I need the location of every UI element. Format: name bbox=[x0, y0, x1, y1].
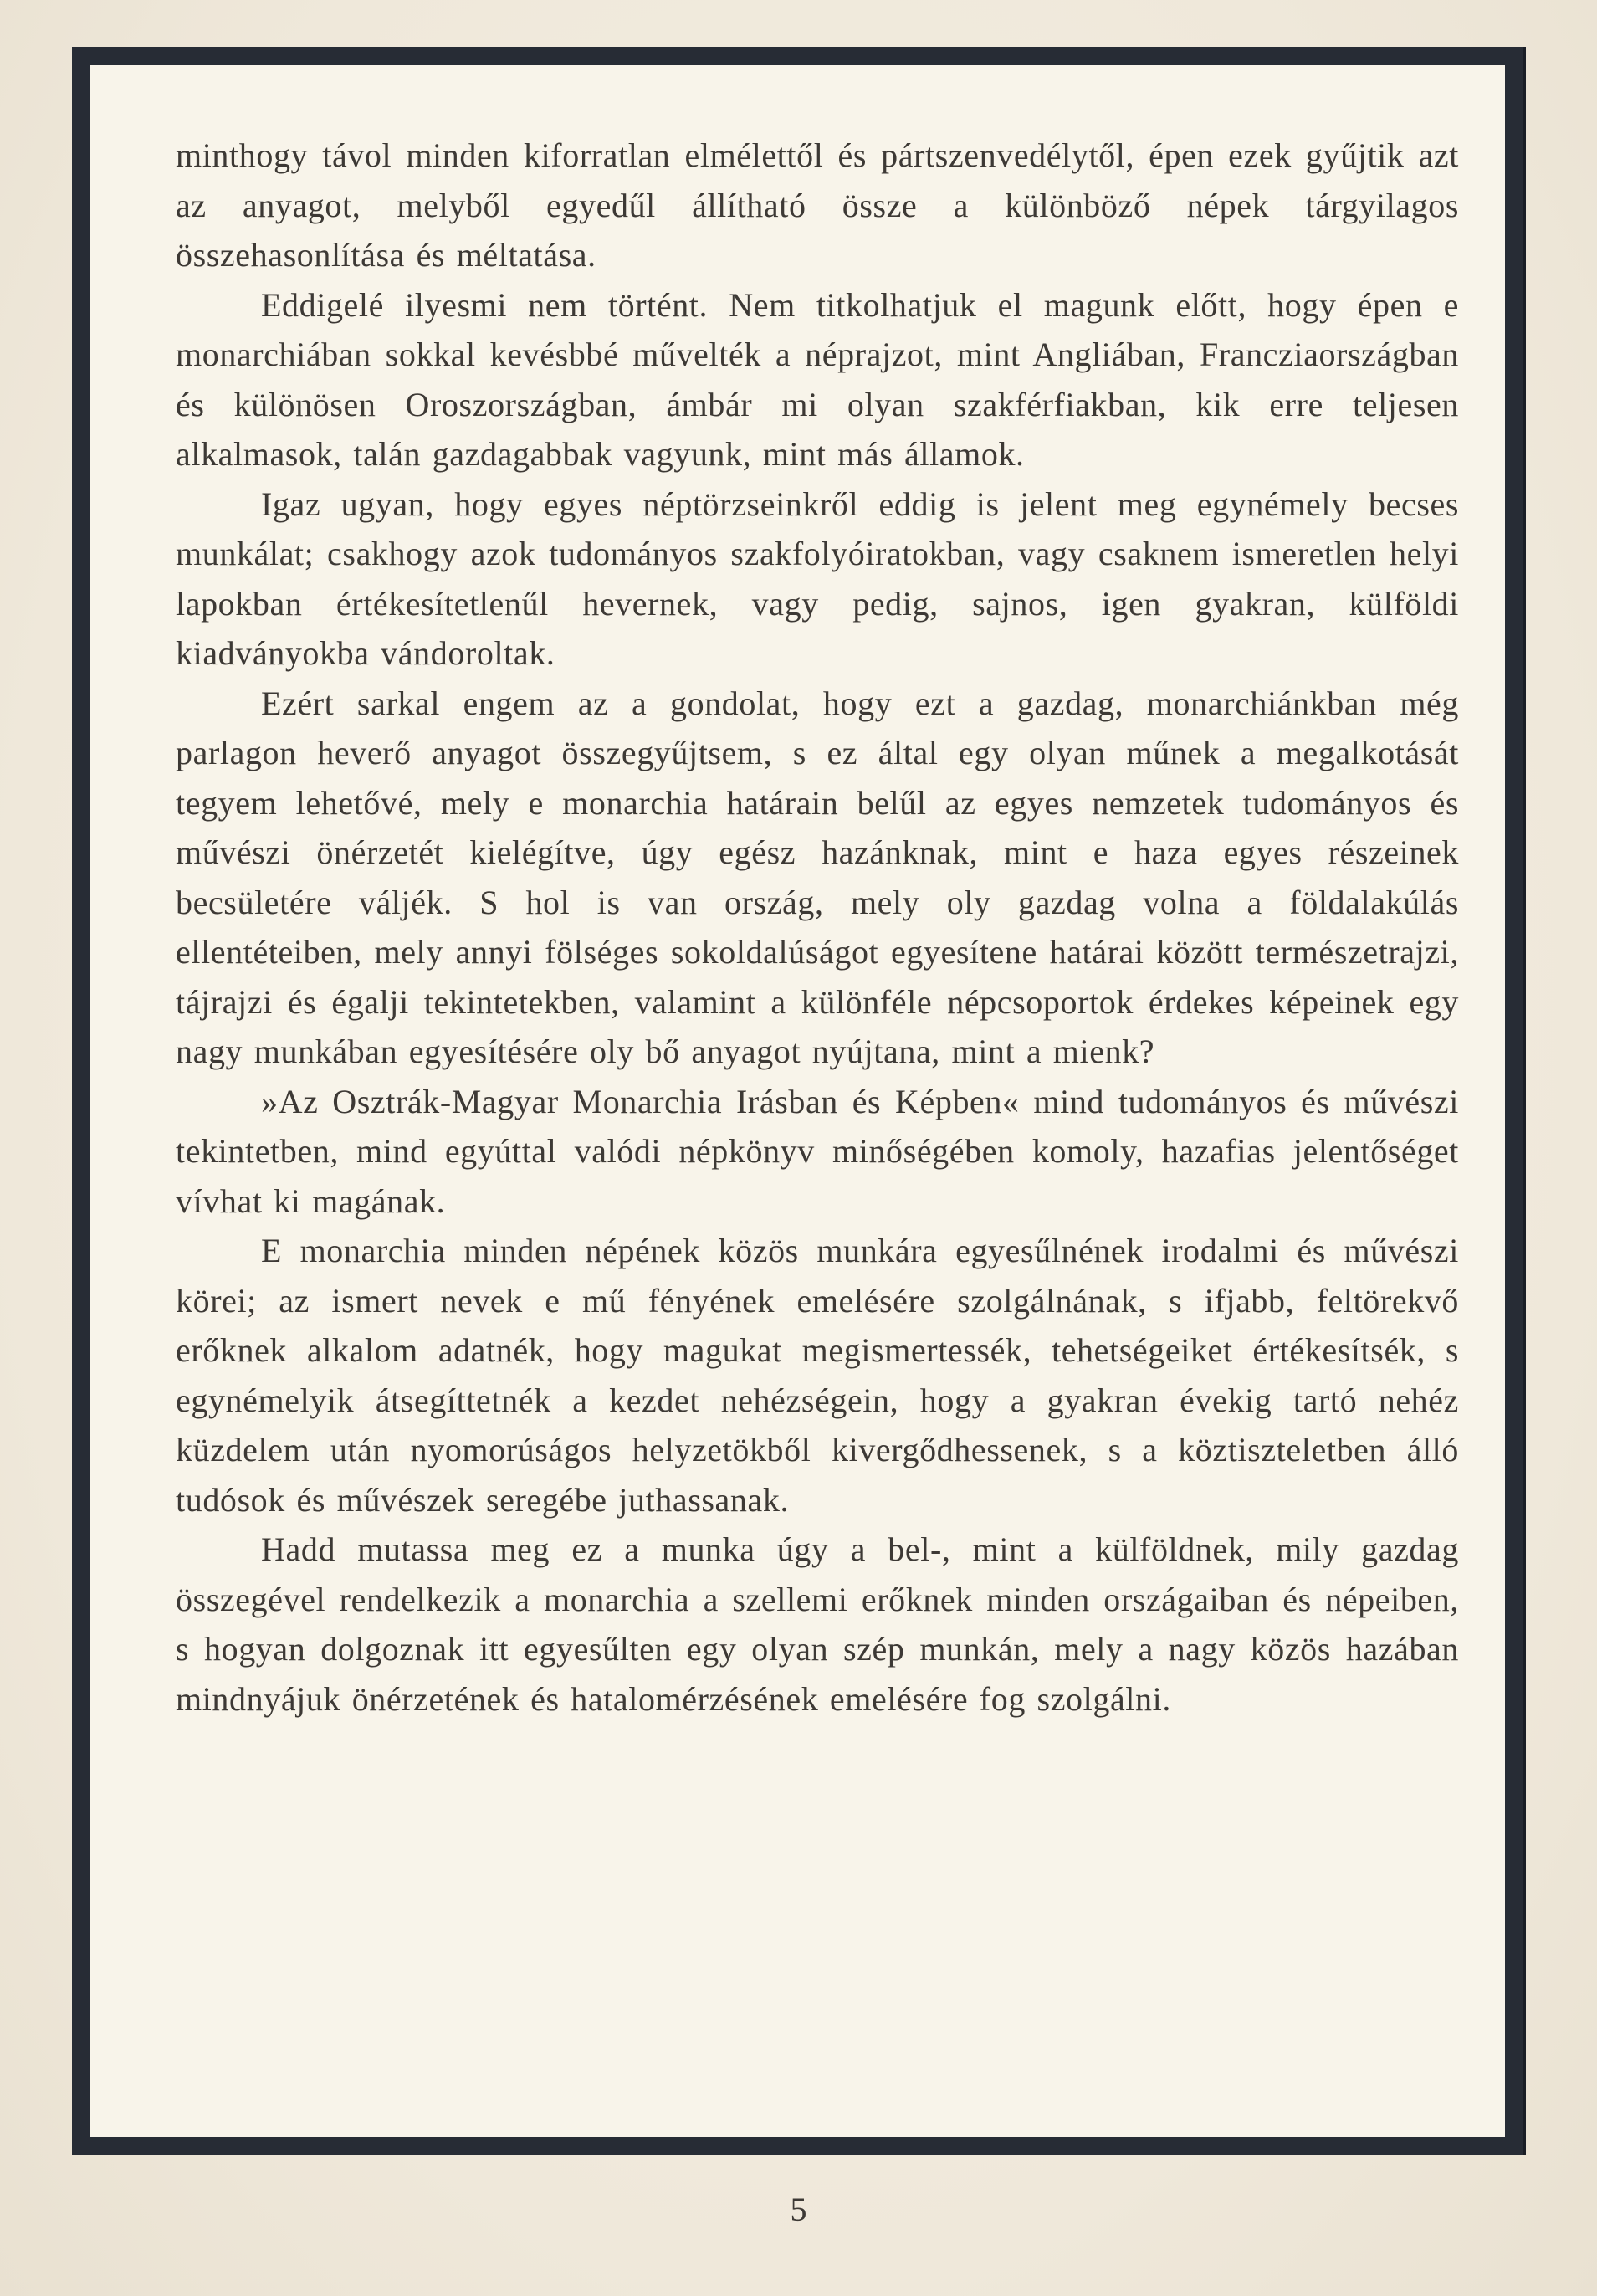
paragraph-1: minthogy távol minden kiforratlan elmélettől és pártszenvedélytől, épen ezek gyűjtik azt az anyagot, melyből egyedűl állítható össze a különböző népek tárgyilagos összehasonlítása és méltatása. bbox=[176, 136, 1459, 274]
paragraph-3: Igaz ugyan, hogy egyes néptörzseinkről eddig is jelent meg egynémely becses munkálat; csakhogy azok tudományos szakfolyóiratokban, vagy csaknem ismeretlen helyi lapokban értékesítetlenűl hevernek, vagy pedig, sajnos, igen gyakran, külföldi kiadványokba vándoroltak. bbox=[176, 484, 1459, 672]
paragraph-5: »Az Osztrák-Magyar Monarchia Irásban és Képben« mind tudományos és művészi tekintetben, mind egyúttal valódi népkönyv minőségében komoly, hazafias jelentőséget vívhat ki magának. bbox=[176, 1082, 1459, 1220]
paragraph-4: Ezért sarkal engem az a gondolat, hogy ezt a gazdag, monarchiánkban még parlagon heverő anyagot összegyűjtsem, s ez által egy olyan műnek a megalkotását tegyem lehetővé, mely e monarchia határain belűl az egyes nemzetek tudományos és művészi önérzetét kielégítve, úgy egész hazánknak, mint e haza egyes részeinek becsületére váljék. S hol is van ország, mely oly gazdag volna a földalakúlás ellentéteiben, mely annyi fölséges sokoldalúságot egyesítene határai között természetrajzi, tájrajzi és égalji tekintetekben, valamint a különféle népcsoportok érdekes képeinek egy nagy munkában egyesítésére oly bő anyagot nyújtana, mint a mienk? bbox=[176, 684, 1459, 1070]
paragraph-2: Eddigelé ilyesmi nem történt. Nem titkolhatjuk el magunk előtt, hogy épen e monarchiában sokkal kevésbbé művelték a néprajzot, mint Angliában, Francziaországban és különösen Oroszországban, ámbár mi olyan szakférfiakban, kik erre teljesen alkalmasok, talán gazdagabbak vagyunk, mint más államok. bbox=[176, 285, 1459, 473]
paragraph-7: Hadd mutassa meg ez a munka úgy a bel-, mint a külföldnek, mily gazdag összegével rendelkezik a monarchia a szellemi erőknek minden országaiban és népeiben, s hogyan dolgoznak itt egyesűlten egy olyan szép munkán, mely a nagy közös hazában mindnyájuk önérzetének és hatalomérzésének emelésére fog szolgálni. bbox=[176, 1530, 1459, 1718]
page-number: 5 bbox=[790, 2191, 807, 2228]
paragraph-6: E monarchia minden népének közös munkára egyesűlnének irodalmi és művészi körei; az ismert nevek e mű fényének emelésére szolgálnának, s ifjabb, feltörekvő erőknek alkalom adatnék, hogy magukat megismertessék, tehetségeiket értékesítsék, s egynémelyik átsegíttetnék a kezdet nehézségein, hogy a gyakran évekig tartó nehéz küzdelem után nyomorúságos helyzetökből kivergődhessenek, s a köztiszteletben álló tudósok és művészek seregébe juthassanak. bbox=[176, 1232, 1459, 1519]
body-text bbox=[176, 131, 1459, 1724]
page-frame-border bbox=[72, 47, 1526, 2155]
page-frame-inner bbox=[90, 65, 1505, 2137]
